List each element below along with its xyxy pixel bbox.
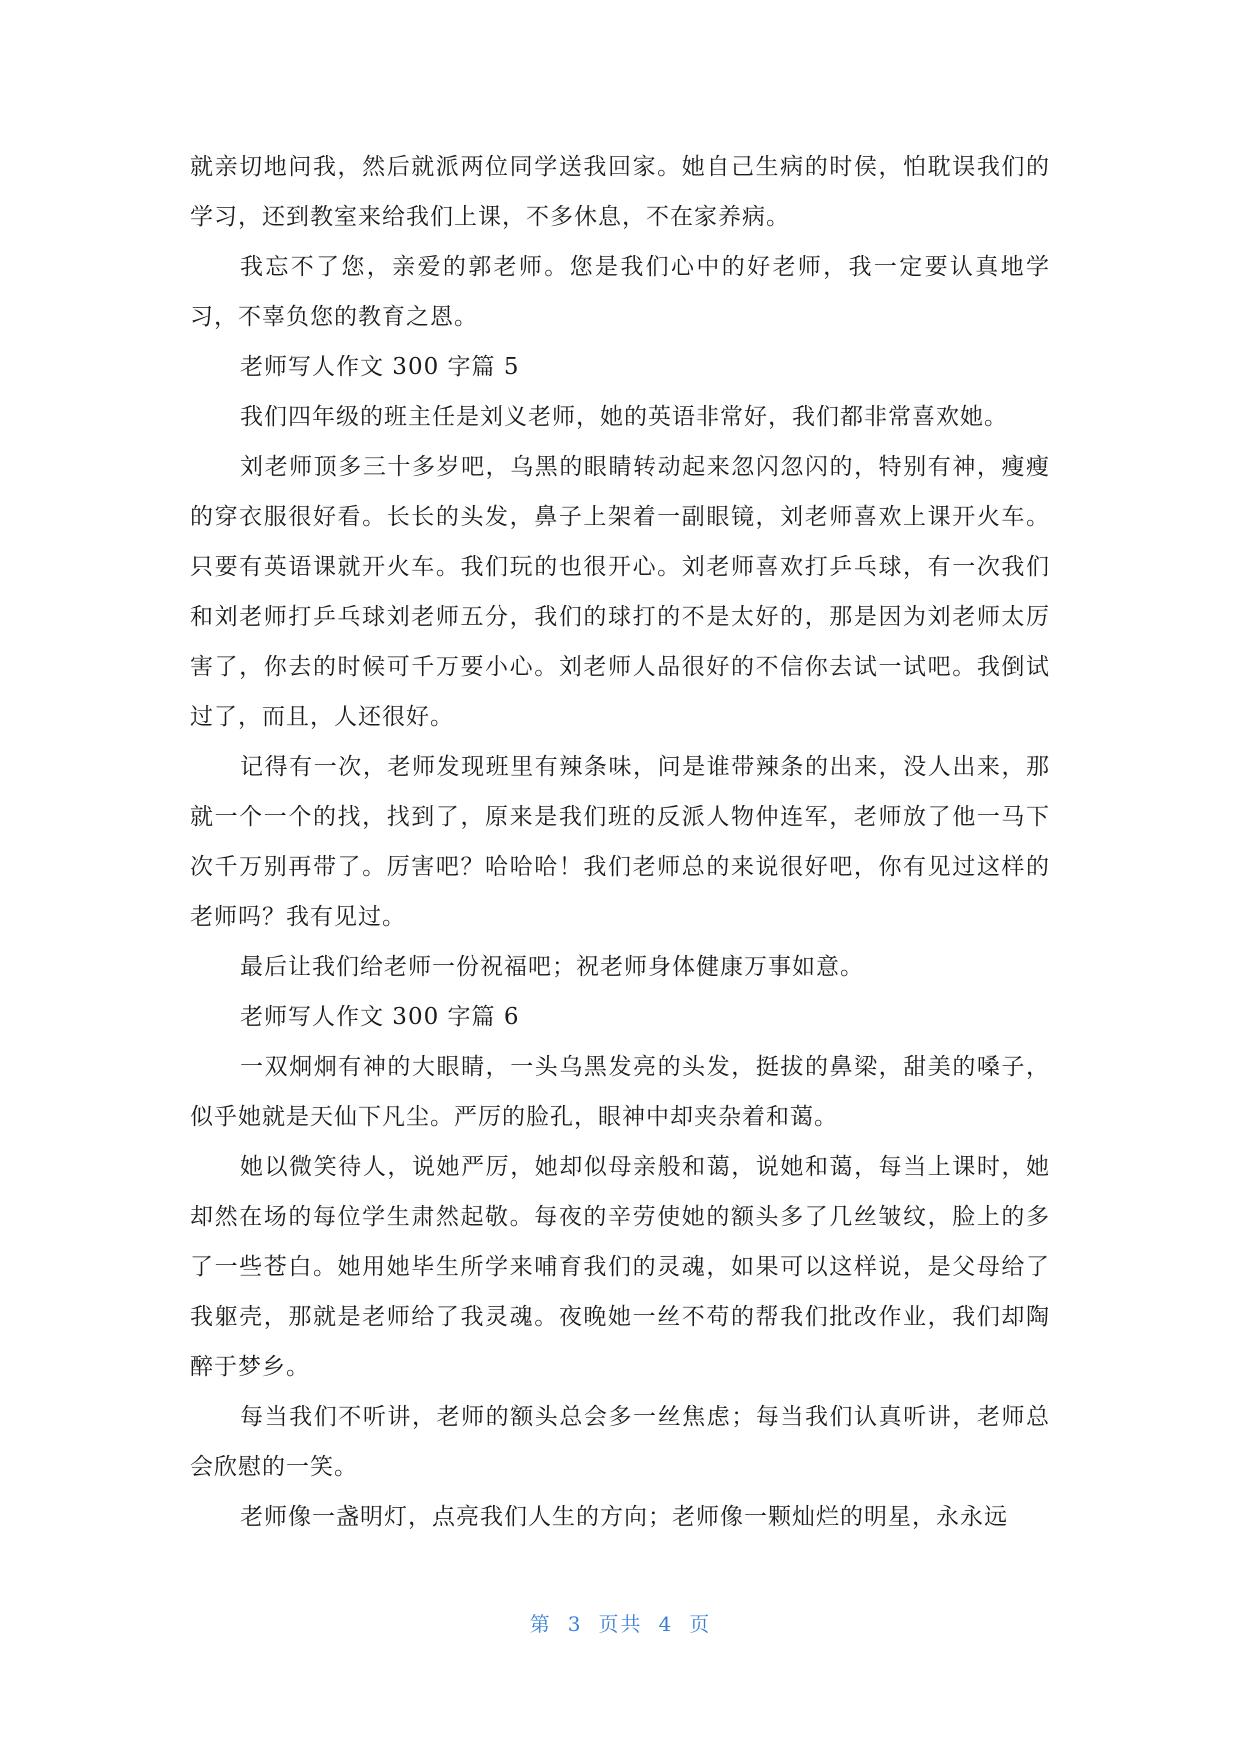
paragraph: 每当我们不听讲，老师的额头总会多一丝焦虑；每当我们认真听讲，老师总会欣慰的一笑。: [190, 1404, 1050, 1480]
paragraph: 我忘不了您，亲爱的郭老师。您是我们心中的好老师，我一定要认真地学习，不辜负您的教育之恩。: [190, 254, 1050, 330]
paragraph: 老师像一盏明灯，点亮我们人生的方向；老师像一颗灿烂的明星，永永远: [240, 1504, 1008, 1530]
document-body: [190, 142, 1050, 1542]
section-heading: 老师写人作文 300 字篇 6: [240, 1004, 520, 1030]
footer-prefix: 第: [529, 1612, 552, 1636]
footer-current-page: 3: [567, 1612, 583, 1636]
paragraph: 我们四年级的班主任是刘义老师，她的英语非常好，我们都非常喜欢她。: [240, 404, 1008, 430]
paragraph-continuation: 就亲切地问我，然后就派两位同学送我回家。她自己生病的时侯，怕耽误我们的学习，还到教室来给我们上课，不多休息，不在家养病。: [190, 154, 1050, 230]
paragraph: 她以微笑待人，说她严厉，她却似母亲般和蔼，说她和蔼，每当上课时，她却然在场的每位学生肃然起敬。每夜的辛劳使她的额头多了几丝皱纹，脸上的多了一些苍白。她用她毕生所学来哺育我们的灵魂，如果可以这样说，是父母给了我躯壳，那就是老师给了我灵魂。夜晚她一丝不苟的帮我们批改作业，我们却陶醉于梦乡。: [190, 1154, 1050, 1380]
paragraph: 记得有一次，老师发现班里有辣条味，问是谁带辣条的出来，没人出来，那就一个一个的找，找到了，原来是我们班的反派人物仲连军，老师放了他一马下次千万别再带了。厉害吧？哈哈哈！我们老师总的来说很好吧，你有见过这样的老师吗？我有见过。: [190, 754, 1050, 930]
footer-total-pages: 4: [658, 1612, 674, 1636]
paragraph: 一双炯炯有神的大眼睛，一头乌黑发亮的头发，挺拔的鼻梁，甜美的嗓子，似乎她就是天仙下凡尘。严厉的脸孔，眼神中却夹杂着和蔼。: [190, 1054, 1050, 1130]
footer-suffix: 页: [689, 1612, 712, 1636]
page-footer: [0, 1608, 1241, 1637]
paragraph: 最后让我们给老师一份祝福吧；祝老师身体健康万事如意。: [240, 954, 864, 980]
paragraph: 刘老师顶多三十多岁吧，乌黑的眼睛转动起来忽闪忽闪的，特别有神，瘦瘦的穿衣服很好看。长长的头发，鼻子上架着一副眼镜，刘老师喜欢上课开火车。只要有英语课就开火车。我们玩的也很开心。刘老师喜欢打乒乓球，有一次我们和刘老师打乒乓球刘老师五分，我们的球打的不是太好的，那是因为刘老师太厉害了，你去的时候可千万要小心。刘老师人品很好的不信你去试一试吧。我倒试过了，而且，人还很好。: [190, 454, 1050, 730]
section-heading: 老师写人作文 300 字篇 5: [240, 354, 520, 380]
footer-middle: 页共: [598, 1612, 643, 1636]
